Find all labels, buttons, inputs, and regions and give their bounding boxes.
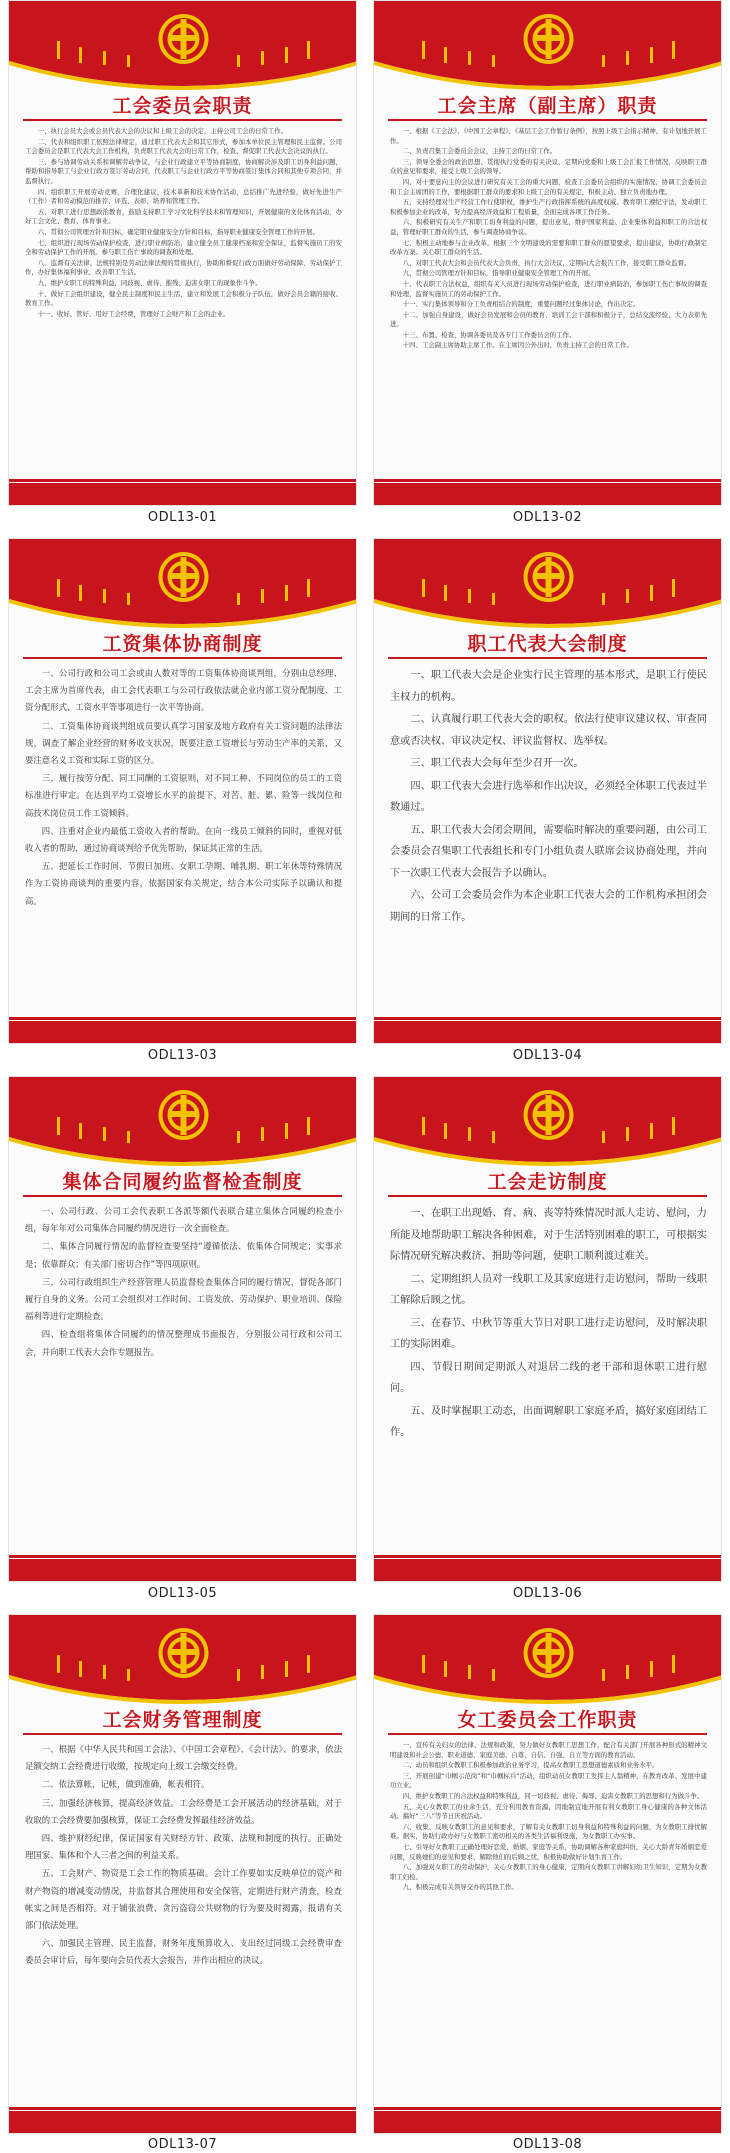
board-paragraph: 四、职工代表大会进行选举和作出决议，必须经全体职工代表过半数通过。: [390, 780, 707, 813]
product-code: ODL13-01: [147, 510, 218, 525]
title-divider: [23, 119, 342, 121]
title-divider: [23, 657, 342, 659]
board-paragraph: 五、对职工进行思想政治教育，鼓励支持职工学习文化科学技术和管理知识，开展健康的文化体育活动，办好工会文化、教育、体育事业。: [25, 207, 342, 226]
trade-union-emblem-icon: [524, 1628, 574, 1678]
board-paragraph: 十二、加强自身建设，做好会员发展和会员的教育、培训工会干部和积极分子，总结交流经验，大力表彰先进。: [390, 310, 707, 329]
product-code: ODL13-07: [147, 2137, 218, 2152]
board-cell: [365, 0, 730, 538]
board-cell: [0, 0, 365, 538]
board-paragraph: 九、积极完成有关领导交办的其他工作。: [402, 1883, 518, 1892]
board-paragraph: 十一、收好、管好、用好工会经费，管理好工会财产和工会的企业。: [37, 309, 230, 318]
board-title: 女工委员会工作职责: [457, 1709, 638, 1731]
board-paragraph: 二、工资集体协商谈判组成员要认真学习国家及地方政府有关工资问题的法律法规，调查了解企业经营的财务收支状况，既要注意工资增长与劳动生产率的关系，又要注意名义工资和实际工资的区分。: [25, 720, 342, 766]
footer-bar: [9, 2111, 356, 2133]
title-divider: [23, 1733, 342, 1735]
board-paragraph: 九、维护女职工的特殊利益，同歧视、虐待、摧残、迫害女职工的现象作斗争。: [37, 278, 262, 287]
footer-bar: [374, 1559, 721, 1581]
board-paragraph: 四、检查组将集体合同履约的情况整理成书面报告，分别报公司行政和公司工会，并向职工代表大会作专题报告。: [25, 1329, 342, 1357]
display-board: [8, 0, 357, 506]
board-paragraph: 二、负责召集工会委员会会议，主持工会的日常工作。: [402, 147, 557, 156]
board-body: [390, 127, 707, 471]
board-body: [25, 1741, 342, 2099]
display-board: [373, 538, 722, 1044]
board-body: [390, 665, 707, 1009]
product-code: ODL13-02: [512, 510, 583, 525]
product-code: ODL13-05: [147, 1586, 218, 1601]
board-paragraph: 五、及时掌握职工动态，出面调解职工家庭矛盾，搞好家庭团结工作。: [390, 1405, 707, 1438]
board-paragraph: 四、注重对企业内最低工资收入者的帮助。在向一线员工倾斜的同时，重视对低收入者的帮助，通过协商谈判给予优先帮助，保证其正常的生活。: [25, 825, 342, 854]
product-code: ODL13-03: [147, 1048, 218, 1063]
board-paragraph: 二、依法算帐，记帐，做到准确，帐表相符。: [41, 1779, 210, 1790]
board-paragraph: 一、宣传有关妇女的法律、法规和政策，努力做好女教职工思想工作，配合有关部门开展各种形式的精神文明建设和社会公德、职业道德、家庭美德、自尊、自信、自强、自立等方面的教育活动。: [390, 1741, 707, 1759]
board-paragraph: 一、职工代表大会是企业实行民主管理的基本形式，是职工行使民主权力的机构。: [390, 670, 707, 703]
board-title: 集体合同履约监督检查制度: [62, 1171, 303, 1193]
board-paragraph: 三、加强经济核算，提高经济效益。工会经费是工会开展活动的经济基础，对于收取的工会经费要加强核算，保证工会经费发挥最佳经济效益。: [25, 1797, 342, 1825]
board-cell: [365, 1614, 730, 2152]
board-paragraph: 五、职工代表大会闭会期间，需要临时解决的重要问题，由公司工会委员会召集职工代表组长和专门小组负责人联席会议协商处理，并向下一次职工代表大会报告予以确认。: [390, 824, 707, 879]
board-paragraph: 四、组织职工开展劳动竞赛，合理化建议，技术革新和技术协作活动，总结推广先进经验，做好先进生产（工作）者和劳动模范的推荐、评选、表彰、培养和管理工作。: [25, 187, 342, 206]
board-paragraph: 三、公司行政组织生产经营管理人员监督检查集体合同的履行情况，督促各部门履行自身的义务。公司工会组织对工作时间、工资发放、劳动保护、职业培训、保险福利等进行定期检查。: [25, 1276, 342, 1322]
board-title: 工会财务管理制度: [102, 1709, 263, 1731]
trade-union-emblem-icon: [524, 1090, 574, 1140]
board-body: [25, 1203, 342, 1547]
board-paragraph: 一、根据《中华人民共和国工会法》、《中国工会章程》、《会计法》、的要求，依法足额交纳工会经费进行收缴，按规定向上级工会缴交经费。: [25, 1744, 342, 1772]
board-paragraph: 六、公司工会委员会作为本企业职工代表大会的工作机构承担闭会期间的日常工作。: [390, 890, 707, 923]
board-paragraph: 八、对职工代表大会和会员代表大会负责，执行大会决议，定期向大会报告工作，接受职工群众监督。: [402, 258, 691, 267]
board-paragraph: 十四、工会副主席协助主席工作。在主席因公外出时，负责主持工会的日常工作。: [402, 341, 633, 350]
product-code: ODL13-04: [512, 1048, 583, 1063]
board-paragraph: 一、执行会员大会或会员代表大会的决议和上级工会的决定，主持公司工会的日常工作。: [37, 127, 288, 135]
board-paragraph: 三、开展创建“巾帼示范岗”和“巾帼标兵”活动，组织动员女教职工发挥主人翁精神，在教育改革、发展中建功立业。: [390, 1771, 707, 1790]
board-title: 工资集体协商制度: [102, 633, 263, 655]
display-board: [373, 1076, 722, 1582]
title-divider: [388, 1195, 707, 1197]
board-paragraph: 八、加强对女职工的劳动保护，关心女教职工的身心健康，定期向女教职工讲解妇幼卫生知识，定期为女教职工妇检。: [390, 1863, 707, 1881]
footer-bar: [374, 2111, 721, 2133]
footer-bar: [374, 1021, 721, 1043]
board-paragraph: 六、收集、反映女教职工的意见和要求，了解有关女教职工切身利益和特殊利益的问题，为女教职工排忧解难。据实，协助行政办好与女教职工密切相关的各类生活福利设施，为女教职工办实事。: [390, 1822, 707, 1841]
board-title: 工会主席（副主席）职责: [437, 95, 658, 117]
footer-bar: [9, 483, 356, 505]
display-board: [8, 1614, 357, 2134]
display-board: [373, 0, 722, 506]
board-paragraph: 六、积极研究有关生产和职工切身利益的问题，提出意见，维护国家利益、企业集体利益和职工的合法权益，管理好职工群众的生活，参与调查协商争议。: [390, 218, 707, 236]
board-paragraph: 七、引导好女教职工正确处理好恋爱、婚姻、家庭等关系，协助调解各种家庭纠纷，关心大龄青年婚姻恋爱问题，反映她们的意见和要求，解除他们的后顾之忧，积极协助做好计划生育工作。: [390, 1842, 707, 1861]
board-paragraph: 十、代表职工合法权益，组织有关人员进行现场劳动保护检查，进行职业病防治，参加职工伤亡事故的调查和处理，监督实施员工的劳动保护工作。: [390, 279, 707, 298]
board-paragraph: 五、支持经理对生产经营工作行使职权，维护生产行政指挥系统的高度权威。教育职工遵纪守法，发动职工积极参加企业的改革，努力提高经济效益和工程质量，全面完成各项工作任务。: [390, 198, 707, 216]
trade-union-emblem-icon: [524, 552, 574, 602]
board-paragraph: 五、把延长工作时间、节假日加班、女职工孕期、哺乳期、职工年休等特殊情况作为工资协商谈判的重要内容，依据国家有关规定，结合本公司实际予以确认和提高。: [25, 861, 342, 906]
footer-bar: [374, 483, 721, 505]
board-paragraph: 七、组织进行现场劳动保护检查，进行职业病防治，建立健全员工健康档案和安全保证，监督实施员工的安全和劳动保护工作的开展。参与职工伤亡事故的调查和处理。: [25, 238, 342, 257]
board-paragraph: 二、代表和组织职工依照法律规定，通过职工代表大会和其它形式，参加本单位民主管理和民主监督。公司工会委员会是职工代表大会工作机构，负责职工代表大会的日常工作，检查、督促职工代表大会决议的执行。: [25, 137, 342, 156]
board-title: 职工代表大会制度: [467, 633, 628, 655]
board-paragraph: 一、公司行政和公司工会或由人数对等的工资集体协商谈判组，分别由总经理、工会主席为首席代表，由工会代表职工与公司行政依法就企业内部工资分配制度、工资分配形式、工资水平等事项进行一次平等协商。: [25, 668, 342, 713]
board-paragraph: 十三、布置、检查、协调各委员及各专门工作委员会的工作。: [402, 330, 576, 339]
board-paragraph: 十一、实行集体领导和分工负责相结合的制度，重要问题经过集体讨论，作出决定。: [402, 300, 640, 309]
board-paragraph: 七、积极主动地参与企业改革，根据三个文明建设的需要和职工群众的愿望要求，提出建议，协助行政制定改革方案。关心职工群众的生活。: [390, 238, 707, 257]
board-paragraph: 三、在春节、中秋节等重大节日对职工进行走访慰问，及时解决职工的实际困难。: [390, 1317, 707, 1350]
board-paragraph: 四、维护财经纪律，保证国家有关财经方针、政策、法规和制度的执行。正确处理国家、集体和个人三者之间的利益关系。: [25, 1833, 342, 1861]
board-cell: [365, 538, 730, 1076]
board-paragraph: 三、履行按劳分配、同工同酬的工资原则，对不同工种、不同岗位的员工的工资标准进行审定。在达到平均工资增长水平的前提下，对苦、脏、累、险等一线岗位和高技术岗位员工作工资倾斜。: [25, 773, 342, 818]
product-code: ODL13-08: [512, 2137, 583, 2152]
title-divider: [388, 119, 707, 121]
product-code: ODL13-06: [512, 1586, 583, 1601]
board-title: 工会走访制度: [487, 1171, 608, 1193]
footer-bar: [9, 1021, 356, 1043]
title-divider: [388, 1733, 707, 1735]
board-paragraph: 九、贯彻公司管理方针和目标，指导职业健康安全管理工作的开展。: [402, 269, 595, 278]
board-paragraph: 四、节假日期间定期派人对退居二线的老干部和退休职工进行慰问。: [390, 1361, 707, 1394]
trade-union-emblem-icon: [524, 14, 574, 64]
board-cell: [365, 1076, 730, 1614]
board-paragraph: 一、公司行政、公司工会代表职工各派等额代表联合建立集体合同履约检查小组，每年年对公司集体合同履约情况进行一次全面检查。: [25, 1206, 342, 1234]
board-paragraph: 二、动员和组织女教职工积极参加政治业务学习，提高女教职工思想道德素质和业务水平。: [402, 1761, 659, 1770]
board-cell: [0, 1076, 365, 1614]
display-board: [8, 1076, 357, 1582]
trade-union-emblem-icon: [159, 14, 209, 64]
display-board: [373, 1614, 722, 2134]
board-body: [25, 127, 342, 471]
board-cell: [0, 538, 365, 1076]
board-paragraph: 三、参与协调劳动关系和调解劳动争议，与企业行政建立平等协商制度，协商解决涉及职工切身利益问题，帮助和指导职工与企业行政方签订劳动合同，代表职工与企业行政方平等协商签订集体合同和其他专项合同，并监督执行。: [25, 157, 342, 185]
board-paragraph: 四、对十要意向主的会议进行研究有关工会的重大问题，检查工会委员会组织的实施情况，协调工会委员会和工会主席团的工作，要根据职工群众的要求和上级工会的有关规定，积极主动、独立负责地办理。: [390, 177, 707, 196]
board-paragraph: 三、职工代表大会每年至少召开一次。: [410, 758, 584, 769]
board-paragraph: 六、加强民主管理、民主监督，财务年度预算收入、支出经过同级工会经费审查委员会审计后，每年要向会员代表大会报告，并作出相应的决议。: [25, 1938, 342, 1966]
board-body: [390, 1741, 707, 2099]
board-body: [25, 665, 342, 1009]
board-paragraph: 六、贯彻公司管理方针和目标，确定职业健康安全方针和目标，指导职业健康安全管理工作的开展。: [37, 227, 319, 236]
board-paragraph: 二、定期组织人员对一线职工及其家庭进行走访慰问，帮助一线职工解除后顾之忧。: [390, 1273, 707, 1306]
board-paragraph: 一、在职工出现婚、育、病、丧等特殊情况时派人走访、慰问，力所能及地帮助职工解决各种困难，对于生活特别困难的职工，可根据实际情况研究解决救济、捐助等问题，使职工顺利渡过难关。: [390, 1208, 707, 1262]
display-board: [8, 538, 357, 1044]
title-divider: [388, 657, 707, 659]
title-divider: [23, 1195, 342, 1197]
board-paragraph: 八、监督有关法律、法规特别是劳动法律法规的贯彻执行，协助和督促行政方面做好劳动保障，劳动保护工作，办好集体福利事业，改善职工生活。: [25, 258, 342, 277]
board-body: [390, 1203, 707, 1547]
board-paragraph: 五、关心女教职工的业余生活，充分利用教育资源，因地制宜地开展有利女教职工身心健康的各种文体活动。搞好“三八”等节日庆祝活动。: [390, 1802, 707, 1821]
trade-union-emblem-icon: [159, 552, 209, 602]
board-paragraph: 十、做好工会组织建设，健全民主制度和民主生活，建立和发展工会积极分子队伍，做好会员会籍的接收、教育工作。: [25, 289, 342, 308]
board-paragraph: 五、工会财产、物资是工会工作的物质基础。会计工作要如实反映单位的资产和财产物资的增减变动情况，并监督其合理使用和安全保管，定期进行财产清查，检查帐实之间是否相符。对于铺张浪费、贪污盗窃公共财物的行为要及时揭露，报请有关部门依法处理。: [25, 1868, 342, 1931]
board-paragraph: 二、认真履行职工代表大会的职权。依法行使审议建议权、审查同意或否决权、审议决定权、评议监督权、选举权。: [390, 714, 707, 747]
board-cell: [0, 1614, 365, 2152]
footer-bar: [9, 1559, 356, 1581]
board-paragraph: 一、根据《工会法》、《中国工会章程》、《基层工会工作暂行条例》，按照上级工会指示精神，有计划地开展工作。: [390, 127, 707, 145]
trade-union-emblem-icon: [159, 1090, 209, 1140]
board-paragraph: 四、维护女教职工的合法权益和特殊利益，同一切歧视、虐待、侮辱、迫害女教职工的思想和行为做斗争。: [402, 1791, 704, 1800]
trade-union-emblem-icon: [159, 1628, 209, 1678]
board-title: 工会委员会职责: [112, 95, 253, 117]
board-paragraph: 二、集体合同履行情况的监督检查要坚持“遵循依法、依集体合同规定；实事求是；依靠群众；有关部门密切合作”等四项原则。: [25, 1241, 342, 1269]
board-paragraph: 三、领导全委会的政治思想、贯彻执行党委的有关决议，定期向党委和上级工会汇报工作情况，反映职工群众的意见和要求，接受上级工会的领导。: [390, 157, 707, 176]
